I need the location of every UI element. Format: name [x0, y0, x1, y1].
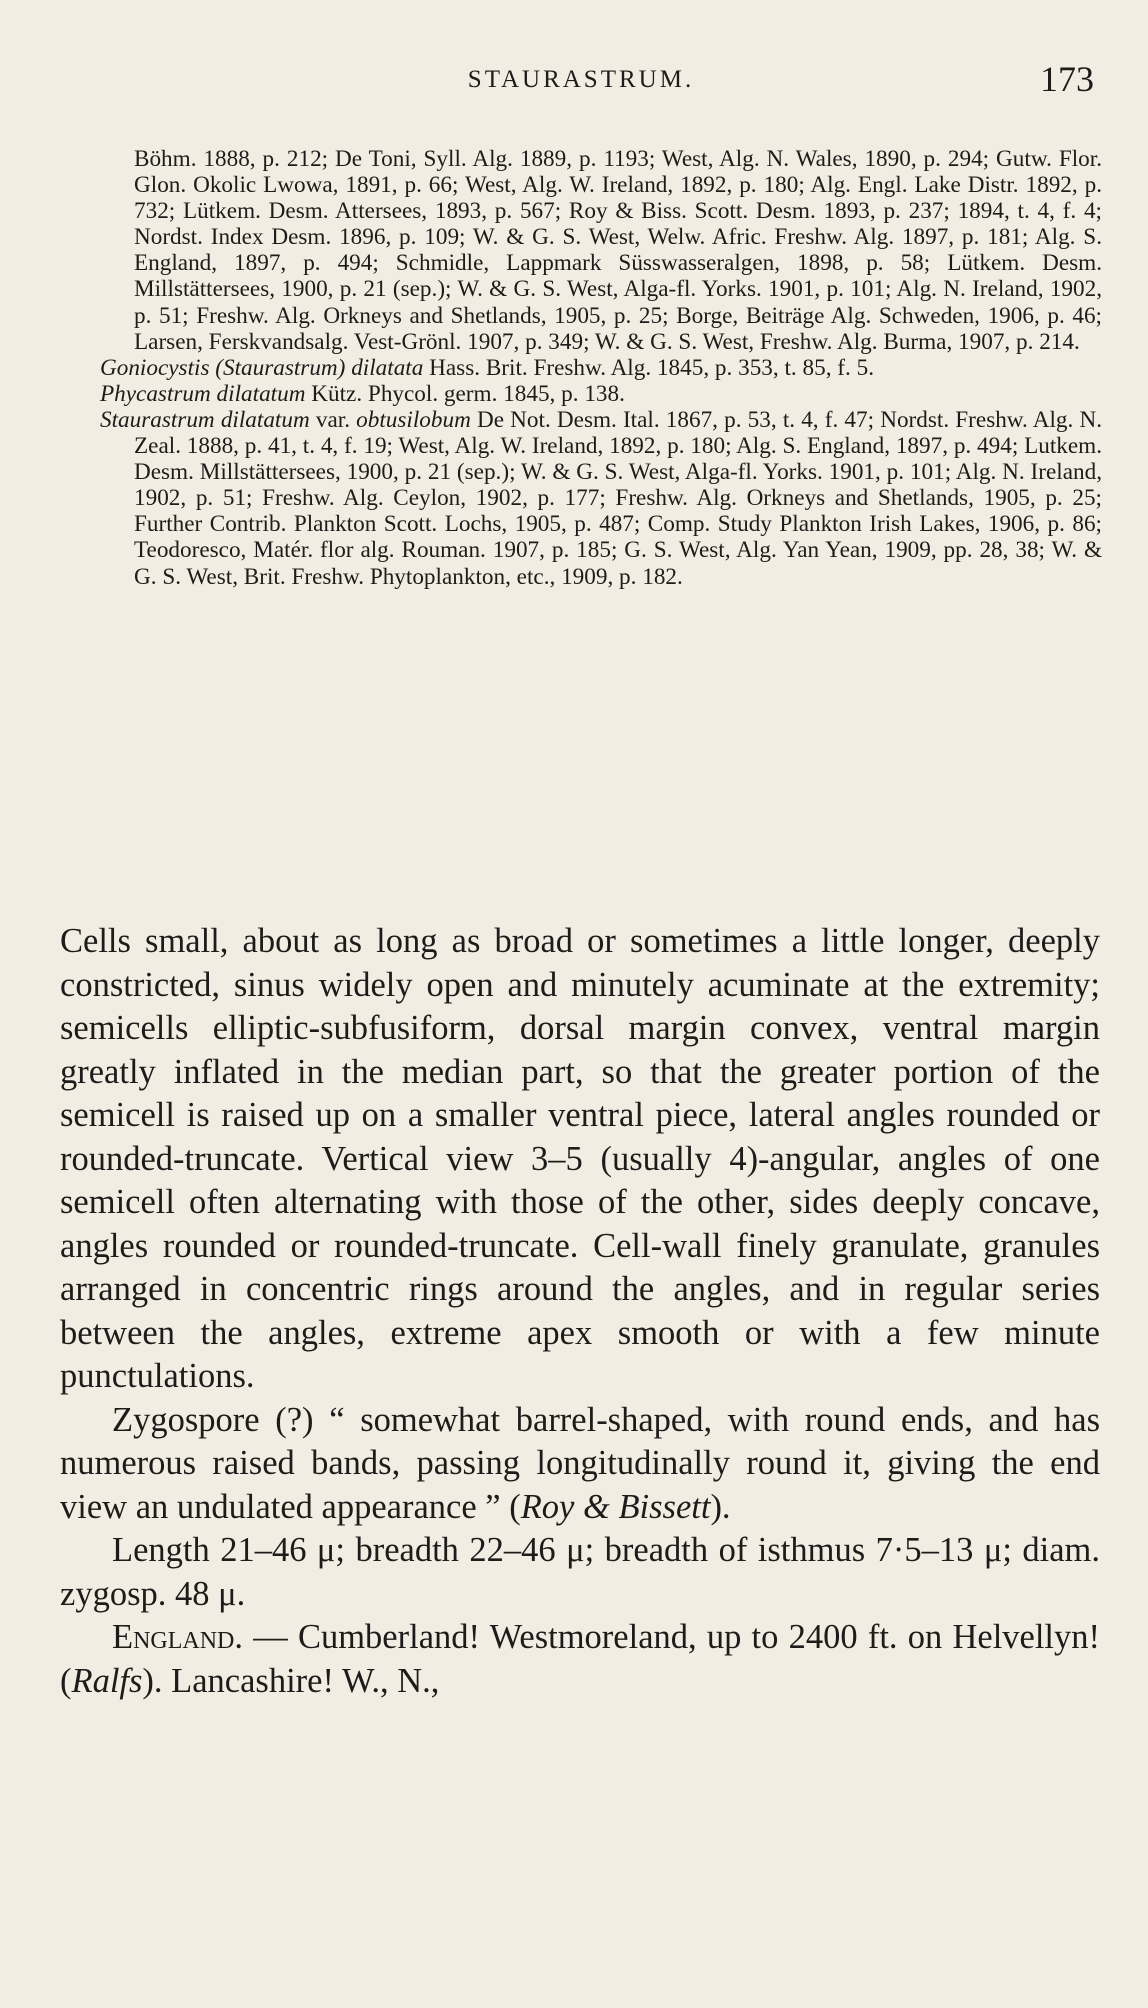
reference-entry: [100, 355, 1102, 381]
region-heading: England.: [112, 1618, 244, 1656]
closing-paren: ).: [710, 1487, 731, 1526]
taxon-name: Phycastrum dilatatum: [100, 380, 306, 407]
taxon-name: Goniocystis (Staurastrum) dilatata: [100, 354, 424, 381]
reference-text: De Not. Desm. Ital. 1867, p. 53, t. 4, f. 47; Nordst. Freshw. Alg. N. Zeal. 1888, p. 41, t. 4, f. 19; West, Alg. W. Ireland, 1892, p. 180; Alg. S. England, 1897, p. 494; Lutkem. Desm. Millstättersees, 1900, p. 21 (sep.); W. & G. S. West, Alga-fl. Yorks. 1901, p. 101; Alg. N. Ireland, 1902, p. 51; Freshw. Alg. Ceylon, 1902, p. 177; Freshw. Alg. Orkneys and Shetlands, 1905, p. 25; Further Contrib. Plankton Scott. Lochs, 1905, p. 487; Comp. Study Plankton Irish Lakes, 1906, p. 86; Teodoresco, Matér. flor alg. Rouman. 1907, p. 185; G. S. West, Alg. Yan Yean, 1909, pp. 28, 38; W. & G. S. West, Brit. Freshw. Phytoplankton, etc., 1909, p. 182.: [134, 406, 1102, 590]
reference-text: Kütz. Phycol. germ. 1845, p. 138.: [305, 380, 625, 407]
variety-name: obtusilobum: [356, 406, 471, 433]
distribution-text-end: ). Lancashire! W., N.,: [142, 1661, 440, 1700]
measurements-paragraph: Length 21–46 μ; breadth 22–46 μ; breadth of isthmus 7·5–13 μ; diam. zygosp. 48 μ.: [60, 1531, 1100, 1613]
authority: Ralfs: [71, 1661, 143, 1700]
distribution-text: — Cumberland! Westmoreland, up to 2400 ft. on Helvellyn! (: [60, 1618, 1100, 1700]
reference-text: Hass. Brit. Freshw. Alg. 1845, p. 353, t. 85, f. 5.: [423, 354, 874, 381]
species-description: [60, 920, 1100, 1703]
distribution-paragraph: [60, 1616, 1100, 1703]
running-head: [60, 58, 1102, 98]
running-title: STAURASTRUM.: [467, 66, 695, 93]
page-number: 173: [1040, 59, 1094, 99]
authority: Roy & Bissett: [520, 1487, 711, 1526]
reference-text: Böhm. 1888, p. 212; De Toni, Syll. Alg. 1889, p. 1193; West, Alg. N. Wales, 1890, p. 294; Gutw. Flor. Glon. Okolic Lwowa, 1891, p. 66; West, Alg. W. Ireland, 1892, p. 180; Alg. Engl. Lake Distr. 1892, p. 732; Lütkem. Desm. Attersees, 1893, p. 567; Roy & Biss. Scott. Desm. 1893, p. 237; 1894, t. 4, f. 4; Nordst. Index Desm. 1896, p. 109; W. & G. S. West, Welw. Afric. Freshw. Alg. 1897, p. 181; Alg. S. England, 1897, p. 494; Schmidle, Lappmark Süsswasseralgen, 1898, p. 58; Lütkem. Desm. Millstättersees, 1900, p. 21 (sep.); W. & G. S. West, Alga-fl. Yorks. 1901, p. 101; Alg. N. Ireland, 1902, p. 51; Freshw. Alg. Orkneys and Shetlands, 1905, p. 25; Borge, Beiträge Alg. Schweden, 1906, p. 46; Larsen, Ferskvandsalg. Vest-Grönl. 1907, p. 349; W. & G. S. West, Freshw. Alg. Burma, 1907, p. 214.: [134, 146, 1102, 355]
variety-connector: var.: [309, 406, 357, 433]
description-paragraph: Cells small, about as long as broad or sometimes a little longer, deeply constricted, sinus widely open and minutely acuminate at the extremity; semicells elliptic-subfusiform, dorsal margin convex, ventral margin greatly inflated in the median part, so that the greater portion of the semicell is raised up on a smaller ventral piece, lateral angles rounded or rounded-truncate. Vertical view 3–5 (usually 4)-angular, angles of one semicell often alternating with those of the other, sides deeply concave, angles rounded or rounded-truncate. Cell-wall finely granulate, granules arranged in concentric rings around the angles, and in regular series between the angles, extreme apex smooth or with a few minute punctulations.: [60, 922, 1100, 1395]
zygospore-paragraph: [60, 1399, 1100, 1530]
synonymy-references: [100, 146, 1102, 590]
reference-entry: [100, 146, 1102, 355]
reference-entry: [100, 407, 1102, 590]
reference-entry: [100, 381, 1102, 407]
zygospore-text: Zygospore (?) “ somewhat barrel-shaped, with round ends, and has numerous raised bands, passing longitudinally round it, giving the end view an undulated appearance ” (: [60, 1400, 1100, 1526]
taxon-name: Staurastrum dilatatum: [100, 406, 310, 433]
